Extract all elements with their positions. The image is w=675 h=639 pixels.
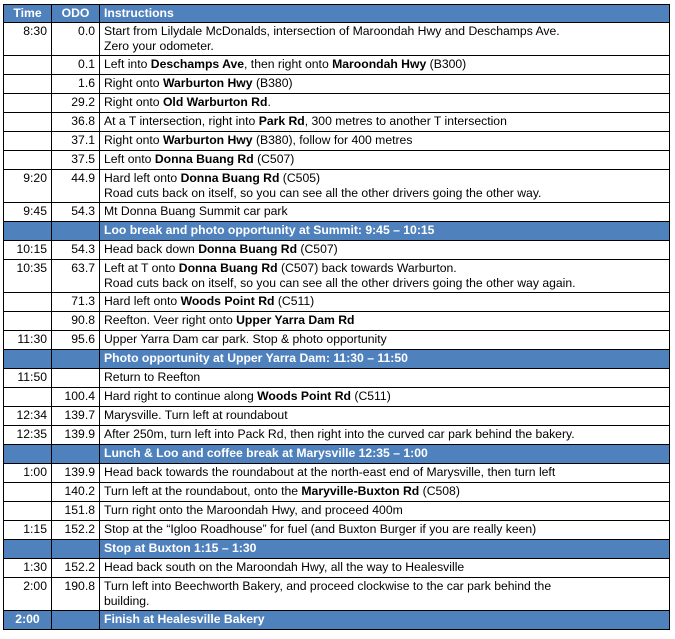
- break-row: [4, 540, 670, 559]
- step-row: [4, 94, 670, 113]
- instruction-cell: [100, 203, 670, 222]
- road-name: Deschamps Ave: [150, 57, 245, 71]
- break-row: [4, 611, 670, 630]
- road-name: Old Warburton Rd: [162, 95, 268, 109]
- instruction-text: (C505): [279, 171, 321, 185]
- odo-cell: 0.0: [52, 23, 100, 56]
- time-cell: [4, 312, 52, 331]
- step-row: [4, 23, 670, 56]
- road-name: Upper Yarra Dam Rd: [236, 313, 355, 327]
- instruction-text: (B300): [426, 57, 467, 71]
- time-cell: 11:30: [4, 331, 52, 350]
- header-row: [4, 5, 670, 23]
- odo-cell: 37.5: [52, 151, 100, 170]
- odo-cell: 0.1: [52, 56, 100, 75]
- odo-cell: 71.3: [52, 293, 100, 312]
- odo-cell: [52, 369, 100, 388]
- instruction-text: (C507): [253, 152, 295, 166]
- instruction-cell: [100, 312, 670, 331]
- step-row: [4, 521, 670, 540]
- instruction-text: Return to Reefton: [104, 370, 201, 384]
- road-name: Maroondah Hwy: [332, 57, 427, 71]
- instruction-text: Right onto: [104, 133, 163, 147]
- itinerary-table: [3, 4, 670, 630]
- step-row: [4, 483, 670, 502]
- odo-cell: 1.6: [52, 75, 100, 94]
- instruction-text: Road cuts back on itself, so you can see all the other drivers going the other way again.: [104, 276, 576, 290]
- instruction-line: [104, 484, 665, 499]
- break-label: Photo opportunity at Upper Yarra Dam: 11:30 – 11:50: [100, 350, 670, 369]
- break-label: Stop at Buxton 1:15 – 1:30: [100, 540, 670, 559]
- instruction-text: Hard right to continue along: [104, 389, 258, 403]
- instruction-cell: [100, 113, 670, 132]
- instruction-line: [104, 294, 665, 309]
- instruction-text: Right onto: [104, 76, 163, 90]
- itinerary-body: [4, 23, 670, 630]
- instruction-cell: [100, 388, 670, 407]
- odo-cell: 151.8: [52, 502, 100, 521]
- step-row: [4, 578, 670, 611]
- odo-cell: 95.6: [52, 331, 100, 350]
- odo-cell: 140.2: [52, 483, 100, 502]
- road-name: Donna Buang Rd: [198, 242, 298, 256]
- instruction-cell: [100, 151, 670, 170]
- step-row: [4, 293, 670, 312]
- instruction-line: [104, 76, 665, 91]
- instruction-text: Left at T onto: [104, 261, 179, 275]
- road-name: Park Rd: [258, 114, 305, 128]
- road-name: Warburton Hwy: [162, 133, 253, 147]
- instruction-text: building.: [104, 594, 150, 608]
- road-name: Donna Buang Rd: [178, 261, 278, 275]
- instruction-cell: [100, 23, 670, 56]
- header-time: Time: [4, 5, 52, 23]
- odo-cell: 37.1: [52, 132, 100, 151]
- instruction-cell: [100, 426, 670, 445]
- instruction-text: , then right onto: [244, 57, 333, 71]
- instruction-cell: [100, 559, 670, 578]
- instruction-cell: [100, 260, 670, 293]
- instruction-text: Left into: [104, 57, 151, 71]
- instruction-line: [104, 57, 665, 72]
- odo-cell: [52, 445, 100, 464]
- time-cell: 12:35: [4, 426, 52, 445]
- instruction-line: [104, 24, 665, 39]
- odo-cell: 63.7: [52, 260, 100, 293]
- break-row: [4, 350, 670, 369]
- break-label: Finish at Healesville Bakery: [100, 611, 670, 630]
- time-cell: [4, 540, 52, 559]
- instruction-line: [104, 427, 665, 442]
- instruction-cell: [100, 369, 670, 388]
- instruction-line: [104, 133, 665, 148]
- odo-cell: 139.9: [52, 426, 100, 445]
- time-cell: 8:30: [4, 23, 52, 56]
- instruction-line: [104, 39, 665, 54]
- time-cell: [4, 388, 52, 407]
- step-row: [4, 241, 670, 260]
- odo-cell: 152.2: [52, 559, 100, 578]
- instruction-cell: [100, 293, 670, 312]
- instruction-text: Mt Donna Buang Summit car park: [104, 204, 288, 218]
- odo-cell: 44.9: [52, 170, 100, 203]
- instruction-line: [104, 261, 665, 276]
- instruction-cell: [100, 331, 670, 350]
- road-name: Woods Point Rd: [257, 389, 352, 403]
- time-cell: [4, 483, 52, 502]
- road-name: Donna Buang Rd: [180, 171, 280, 185]
- odo-cell: [52, 350, 100, 369]
- instruction-line: [104, 579, 665, 594]
- odo-cell: [52, 611, 100, 630]
- step-row: [4, 502, 670, 521]
- odo-cell: 54.3: [52, 241, 100, 260]
- time-cell: 10:15: [4, 241, 52, 260]
- instruction-text: .: [267, 95, 271, 109]
- time-cell: 2:00: [4, 578, 52, 611]
- instruction-line: [104, 95, 665, 110]
- instruction-line: [104, 114, 665, 129]
- instruction-line: [104, 204, 665, 219]
- instruction-text: Turn right onto the Maroondah Hwy, and proceed 400m: [104, 503, 403, 517]
- time-cell: 1:00: [4, 464, 52, 483]
- instruction-cell: [100, 483, 670, 502]
- instruction-line: [104, 276, 665, 291]
- instruction-cell: [100, 56, 670, 75]
- time-cell: 9:45: [4, 203, 52, 222]
- instruction-text: Stop at the “Igloo Roadhouse” for fuel (and Buxton Burger if you are really keen): [104, 522, 537, 536]
- instruction-text: (B380), follow for 400 metres: [252, 133, 413, 147]
- time-cell: [4, 293, 52, 312]
- instruction-text: (B380): [252, 76, 293, 90]
- step-row: [4, 407, 670, 426]
- instruction-text: Head back south on the Maroondah Hwy, all the way to Healesville: [104, 560, 465, 574]
- instruction-text: Hard left onto: [104, 294, 181, 308]
- instruction-cell: [100, 170, 670, 203]
- step-row: [4, 331, 670, 350]
- instruction-text: (C511): [274, 294, 315, 308]
- step-row: [4, 426, 670, 445]
- time-cell: [4, 445, 52, 464]
- time-cell: [4, 132, 52, 151]
- instruction-text: (C507) back towards Warburton.: [277, 261, 457, 275]
- instruction-line: [104, 171, 665, 186]
- instruction-text: Zero your odometer.: [104, 39, 214, 53]
- instruction-cell: [100, 464, 670, 483]
- time-cell: [4, 222, 52, 241]
- instruction-line: [104, 370, 665, 385]
- road-name: Donna Buang Rd: [154, 152, 254, 166]
- instruction-line: [104, 522, 665, 537]
- instruction-text: , 300 metres to another T intersection: [304, 114, 507, 128]
- instruction-line: [104, 465, 665, 480]
- step-row: [4, 203, 670, 222]
- time-cell: 2:00: [4, 611, 52, 630]
- instruction-line: [104, 594, 665, 609]
- time-cell: [4, 151, 52, 170]
- instruction-cell: [100, 578, 670, 611]
- instruction-text: Head back towards the roundabout at the north-east end of Marysville, then turn left: [104, 465, 556, 479]
- road-name: Warburton Hwy: [162, 76, 253, 90]
- time-cell: 11:50: [4, 369, 52, 388]
- time-cell: [4, 94, 52, 113]
- step-row: [4, 151, 670, 170]
- odo-cell: 36.8: [52, 113, 100, 132]
- odo-cell: 29.2: [52, 94, 100, 113]
- step-row: [4, 75, 670, 94]
- odo-cell: 139.7: [52, 407, 100, 426]
- instruction-text: At a T intersection, right into: [104, 114, 259, 128]
- instruction-cell: [100, 75, 670, 94]
- step-row: [4, 559, 670, 578]
- road-name: Maryville-Buxton Rd: [301, 484, 420, 498]
- time-cell: 12:34: [4, 407, 52, 426]
- instruction-line: [104, 389, 665, 404]
- break-row: [4, 445, 670, 464]
- odo-cell: 190.8: [52, 578, 100, 611]
- instruction-cell: [100, 521, 670, 540]
- time-cell: [4, 113, 52, 132]
- instruction-cell: [100, 407, 670, 426]
- odo-cell: 90.8: [52, 312, 100, 331]
- instruction-text: Reefton. Veer right onto: [104, 313, 237, 327]
- odo-cell: [52, 222, 100, 241]
- step-row: [4, 312, 670, 331]
- instruction-text: Road cuts back on itself, so you can see all the other drivers going the other way.: [104, 186, 542, 200]
- odo-cell: 152.2: [52, 521, 100, 540]
- step-row: [4, 369, 670, 388]
- instruction-line: [104, 186, 665, 201]
- step-row: [4, 56, 670, 75]
- instruction-line: [104, 332, 665, 347]
- instruction-cell: [100, 94, 670, 113]
- instruction-cell: [100, 241, 670, 260]
- time-cell: 9:20: [4, 170, 52, 203]
- time-cell: [4, 56, 52, 75]
- instruction-text: Right onto: [104, 95, 163, 109]
- time-cell: 10:35: [4, 260, 52, 293]
- step-row: [4, 388, 670, 407]
- header-instructions: Instructions: [100, 5, 670, 23]
- instruction-text: (C508): [419, 484, 460, 498]
- odo-cell: 100.4: [52, 388, 100, 407]
- instruction-text: (C507): [297, 242, 338, 256]
- time-cell: [4, 350, 52, 369]
- instruction-text: Turn left at the roundabout, onto the: [104, 484, 302, 498]
- odo-cell: 54.3: [52, 203, 100, 222]
- step-row: [4, 170, 670, 203]
- instruction-text: Upper Yarra Dam car park. Stop & photo opportunity: [104, 332, 387, 346]
- road-name: Woods Point Rd: [180, 294, 275, 308]
- instruction-text: (C511): [351, 389, 391, 403]
- instruction-line: [104, 313, 665, 328]
- instruction-line: [104, 503, 665, 518]
- odo-cell: [52, 540, 100, 559]
- instruction-text: Left onto: [104, 152, 155, 166]
- route-sheet: [3, 4, 670, 630]
- step-row: [4, 113, 670, 132]
- time-cell: 1:15: [4, 521, 52, 540]
- break-label: Loo break and photo opportunity at Summit: 9:45 – 10:15: [100, 222, 670, 241]
- step-row: [4, 464, 670, 483]
- time-cell: [4, 502, 52, 521]
- instruction-text: Hard left onto: [104, 171, 181, 185]
- instruction-text: After 250m, turn left into Pack Rd, then right into the curved car park behind the bakery.: [104, 427, 575, 441]
- time-cell: [4, 75, 52, 94]
- instruction-cell: [100, 132, 670, 151]
- instruction-text: Marysville. Turn left at roundabout: [104, 408, 288, 422]
- instruction-line: [104, 408, 665, 423]
- header-odo: ODO: [52, 5, 100, 23]
- step-row: [4, 260, 670, 293]
- break-label: Lunch & Loo and coffee break at Marysville 12:35 – 1:00: [100, 445, 670, 464]
- break-row: [4, 222, 670, 241]
- instruction-text: Turn left into Beechworth Bakery, and proceed clockwise to the car park behind the: [104, 579, 552, 593]
- instruction-line: [104, 560, 665, 575]
- instruction-cell: [100, 502, 670, 521]
- instruction-line: [104, 152, 665, 167]
- instruction-text: Start from Lilydale McDonalds, intersection of Maroondah Hwy and Deschamps Ave.: [104, 24, 560, 38]
- instruction-line: [104, 242, 665, 257]
- odo-cell: 139.9: [52, 464, 100, 483]
- time-cell: 1:30: [4, 559, 52, 578]
- instruction-text: Head back down: [104, 242, 199, 256]
- step-row: [4, 132, 670, 151]
